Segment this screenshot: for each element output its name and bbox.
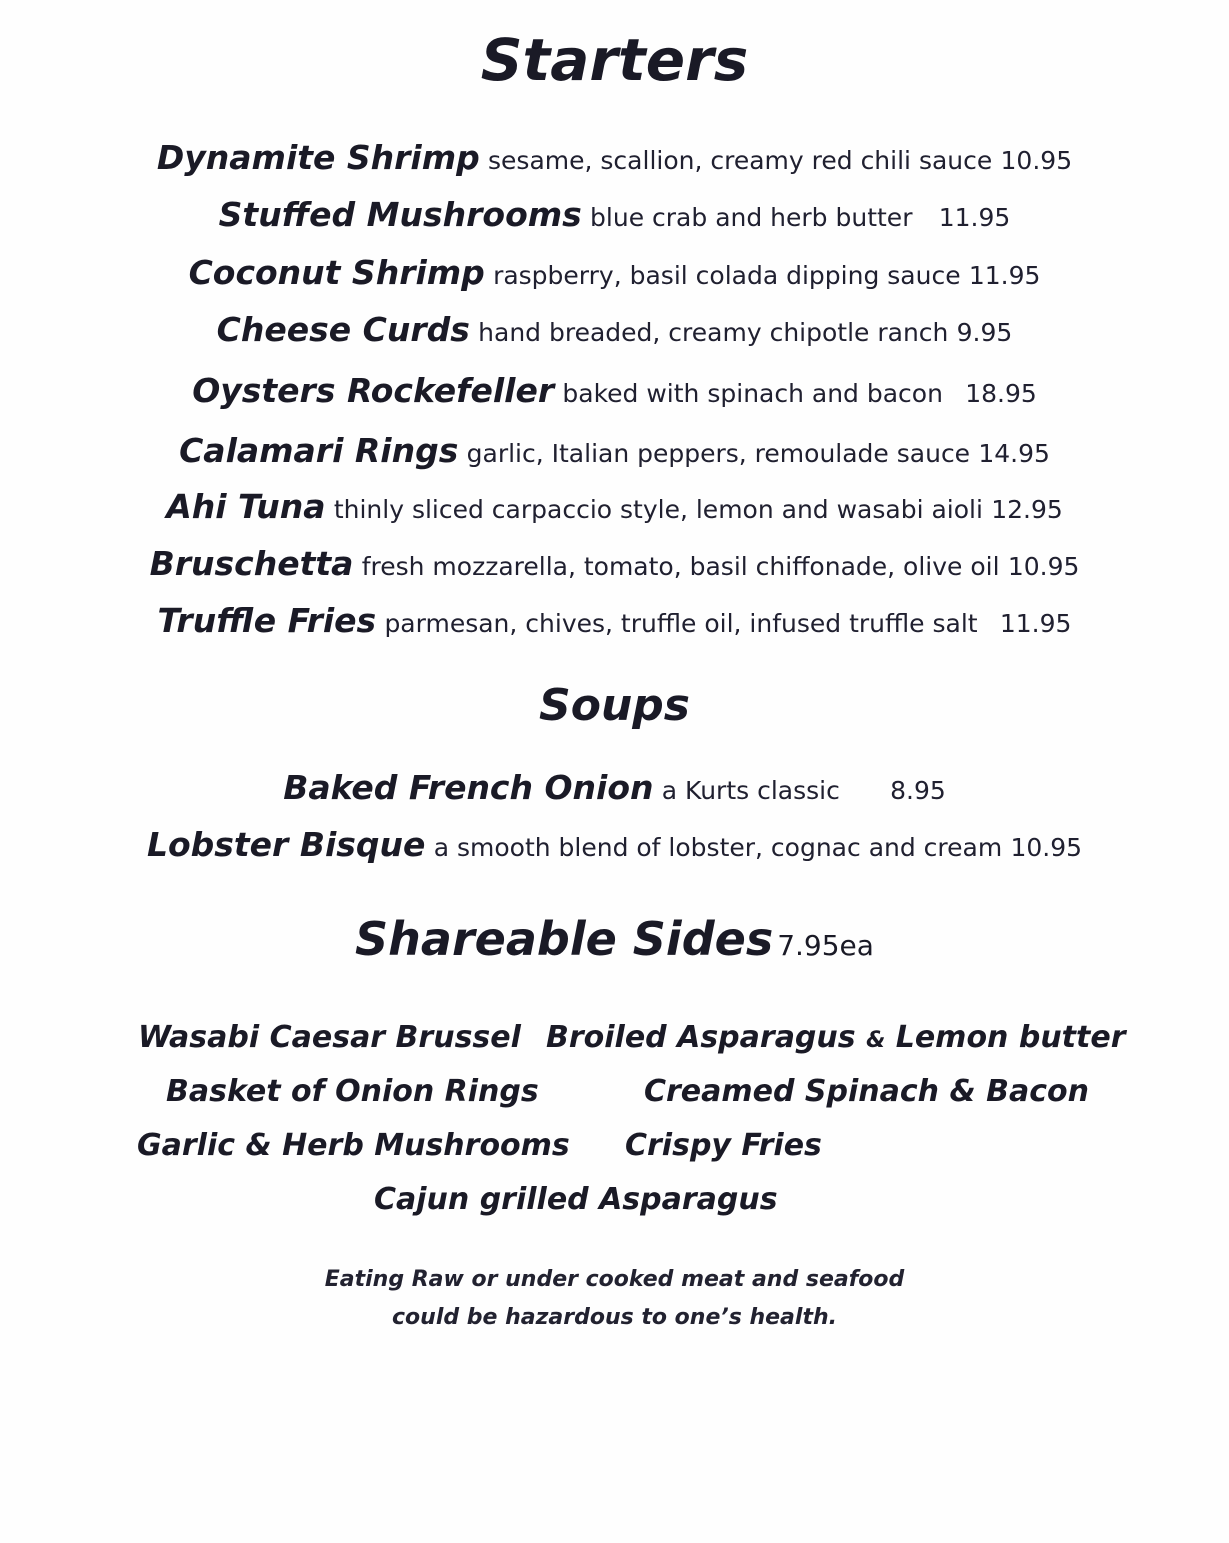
item-description: thinly sliced carpaccio style, lemon and wasabi aioli <box>333 495 983 524</box>
menu-item <box>0 195 1229 238</box>
item-description: fresh mozzarella, tomato, basil chiffonade, olive oil <box>361 552 1000 581</box>
item-name: Ahi Tuna <box>166 487 326 526</box>
item-name: Coconut Shrimp <box>188 253 485 292</box>
item-description: hand breaded, creamy chipotle ranch <box>478 318 949 347</box>
menu-item <box>0 825 1229 868</box>
sides-price: 7.95ea <box>777 929 874 962</box>
item-price: 11.95 <box>938 203 1011 232</box>
menu-item <box>0 138 1229 181</box>
menu-item <box>0 487 1229 530</box>
side-item: Cajun grilled Asparagus <box>374 1182 778 1217</box>
sides-heading-title: Shareable Sides <box>355 912 774 966</box>
item-description: parmesan, chives, truffle oil, infused truffle salt <box>384 609 978 638</box>
item-price: 10.95 <box>1010 833 1083 862</box>
item-name: Truffle Fries <box>157 601 377 640</box>
item-description: a Kurts classic <box>661 776 840 805</box>
soups-heading: Soups <box>539 680 690 731</box>
item-description: baked with spinach and bacon <box>562 379 943 408</box>
item-description: raspberry, basil colada dipping sauce <box>493 261 961 290</box>
side-item: Crispy Fries <box>625 1128 822 1163</box>
health-notice-line: Eating Raw or under cooked meat and seafood <box>324 1267 905 1292</box>
item-description: sesame, scallion, creamy red chili sauce <box>488 146 993 175</box>
item-description: blue crab and herb butter <box>590 203 913 232</box>
item-price: 10.95 <box>1000 146 1073 175</box>
item-price: 12.95 <box>991 495 1063 524</box>
side-item: Basket of Onion Rings <box>166 1074 539 1109</box>
menu-item <box>0 253 1229 296</box>
menu-item <box>0 310 1229 353</box>
item-name: Dynamite Shrimp <box>156 138 480 177</box>
item-name: Bruschetta <box>149 544 354 583</box>
item-name: Stuffed Mushrooms <box>218 195 582 234</box>
menu-item <box>0 431 1229 474</box>
item-name: Calamari Rings <box>179 431 459 470</box>
menu-item <box>0 601 1229 644</box>
menu-item <box>0 768 1229 811</box>
item-name: Oysters Rockefeller <box>192 371 555 410</box>
item-name: Cheese Curds <box>216 310 470 349</box>
side-item: Creamed Spinach & Bacon <box>644 1074 1089 1109</box>
item-price: 11.95 <box>999 609 1072 638</box>
menu-item <box>0 371 1229 414</box>
item-description: a smooth blend of lobster, cognac and cream <box>433 833 1003 862</box>
item-description: garlic, Italian peppers, remoulade sauce <box>466 439 971 468</box>
item-name: Baked French Onion <box>283 768 654 807</box>
item-price: 10.95 <box>1007 552 1080 581</box>
sides-heading <box>0 912 1229 966</box>
side-item-part: Lemon butter <box>895 1020 1126 1055</box>
item-price: 14.95 <box>978 439 1050 468</box>
item-price: 9.95 <box>956 318 1013 347</box>
side-item-ampersand: & <box>866 1028 886 1053</box>
side-item: Garlic & Herb Mushrooms <box>137 1128 570 1163</box>
side-item: Wasabi Caesar Brussel <box>138 1020 521 1055</box>
item-price: 8.95 <box>890 776 946 805</box>
menu-item <box>0 544 1229 587</box>
item-price: 18.95 <box>965 379 1037 408</box>
starters-heading: Starters <box>480 26 749 94</box>
side-item <box>546 1020 1126 1055</box>
side-item-part: Broiled Asparagus <box>546 1020 856 1055</box>
item-name: Lobster Bisque <box>146 825 426 864</box>
health-notice-line: could be hazardous to one’s health. <box>392 1305 837 1330</box>
item-price: 11.95 <box>968 261 1041 290</box>
